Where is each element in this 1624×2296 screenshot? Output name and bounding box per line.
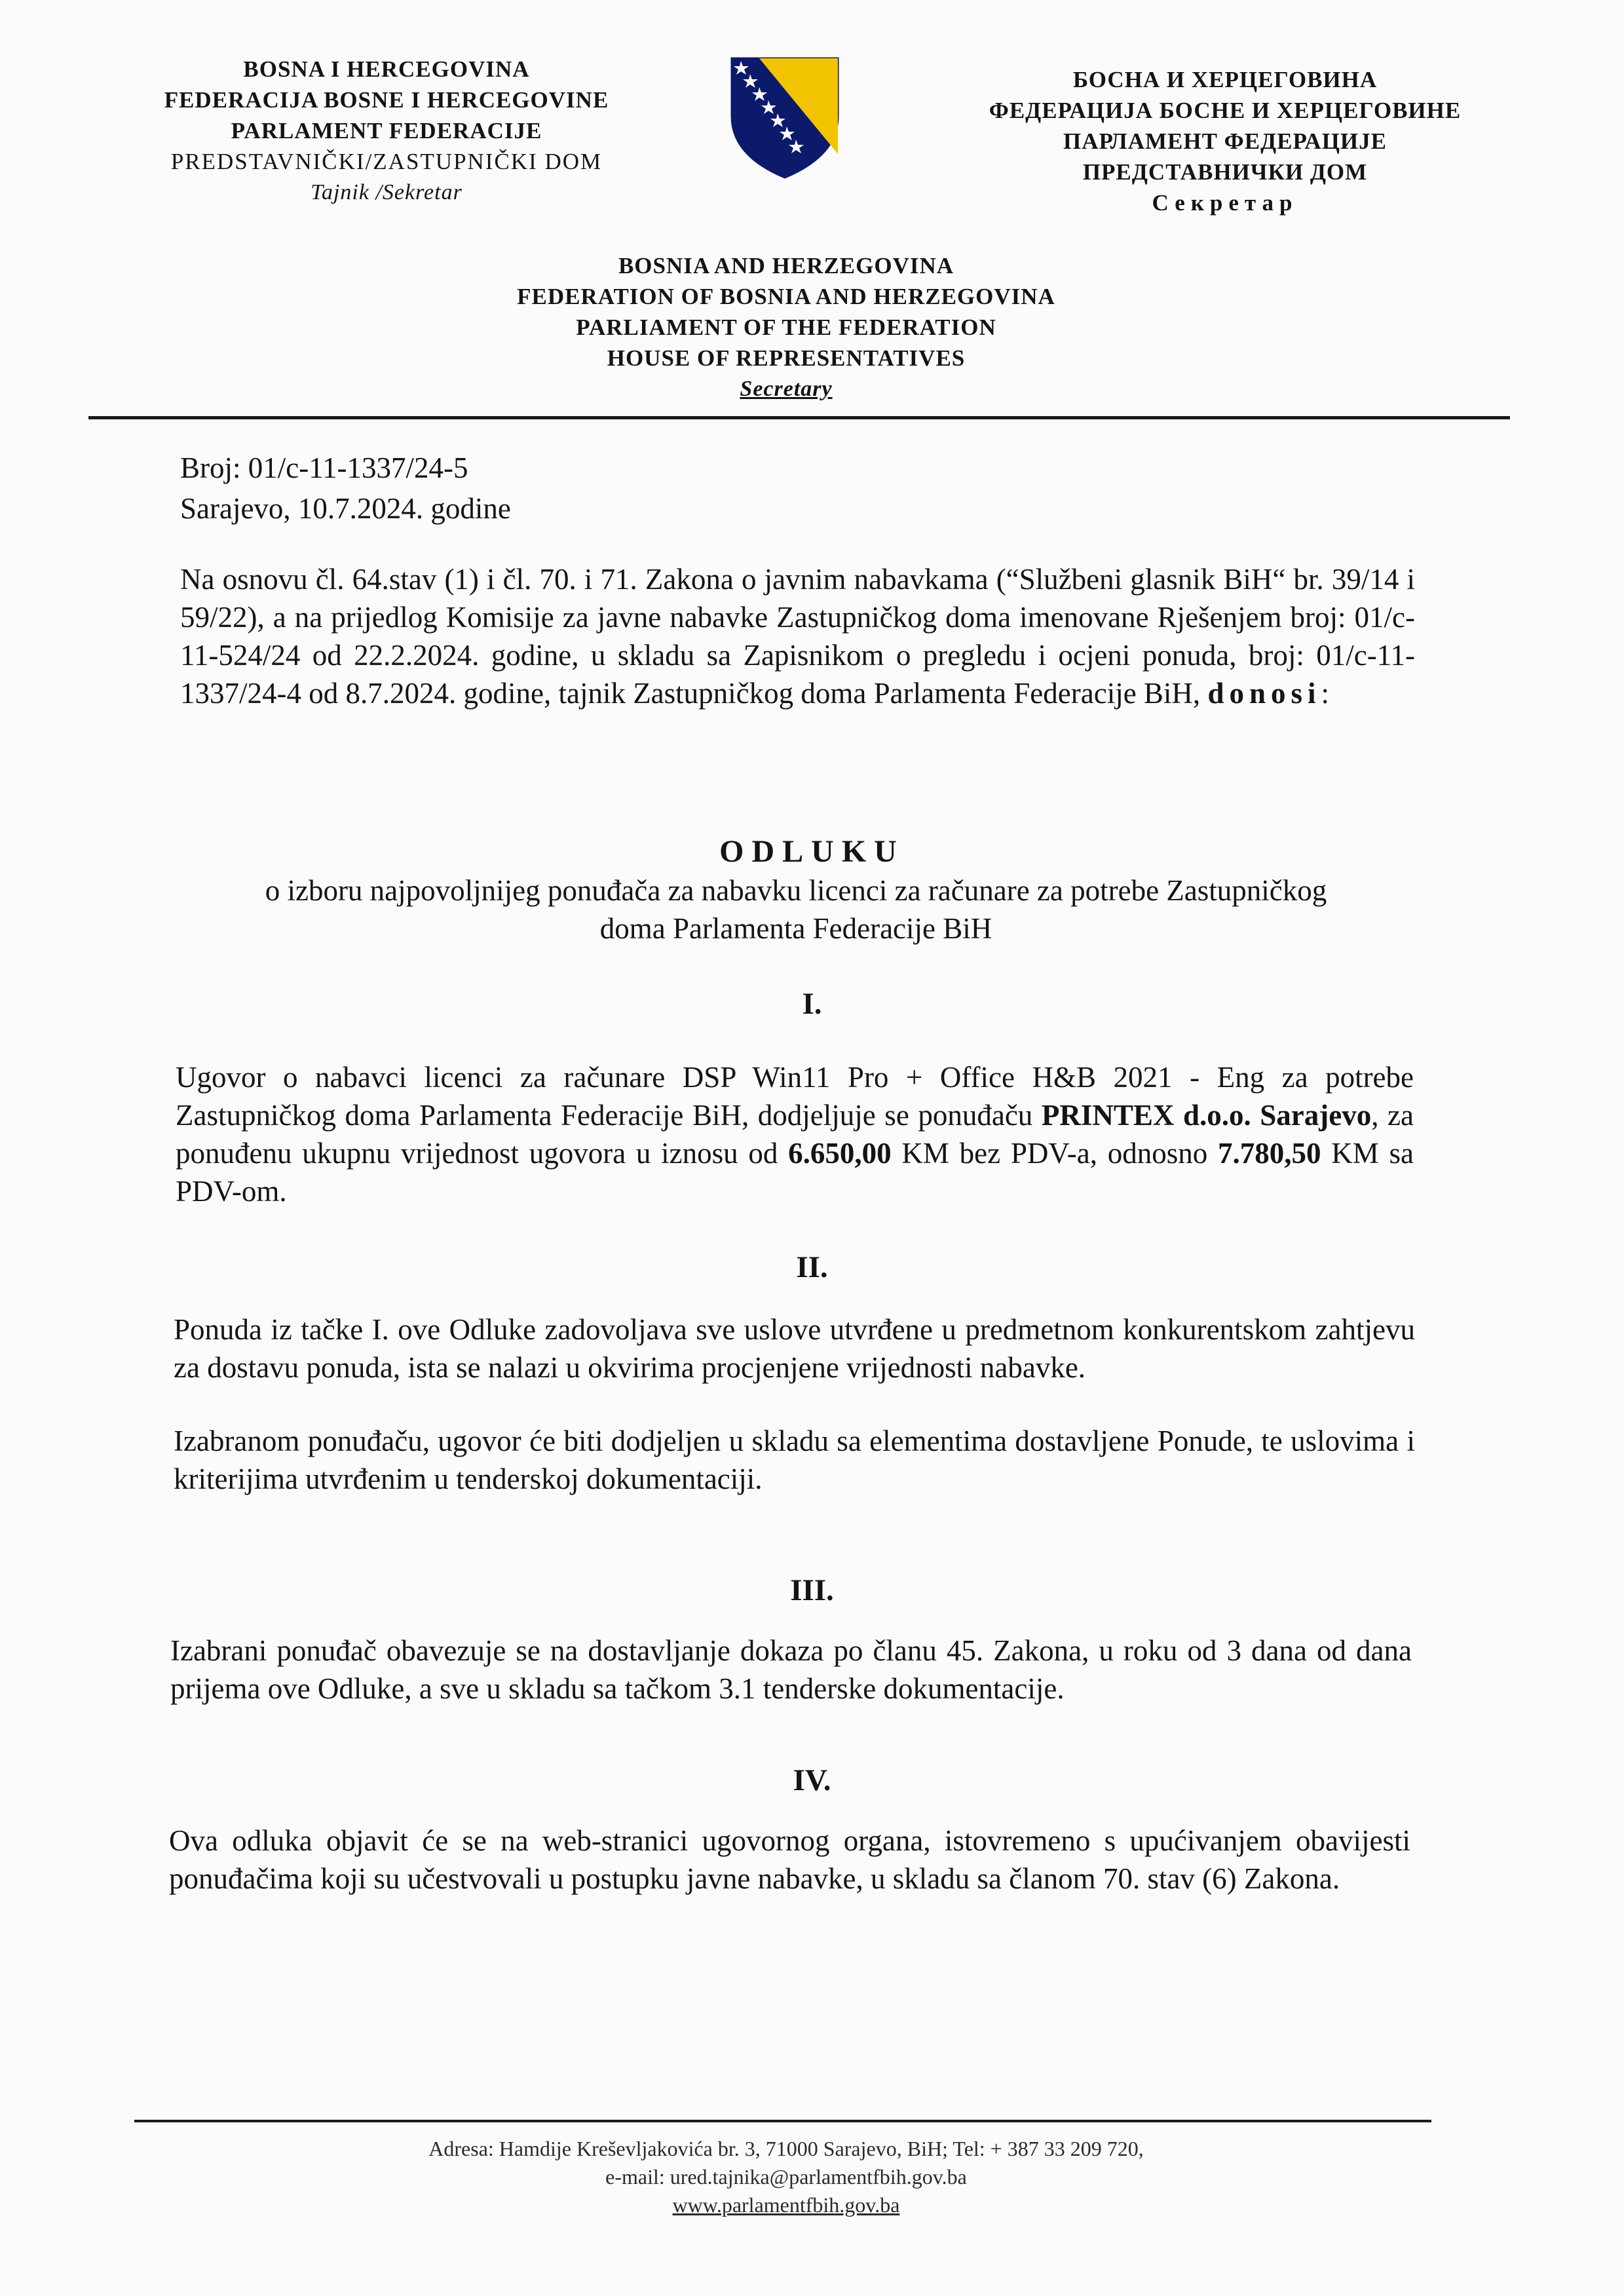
selected-bidder: PRINTEX d.o.o. Sarajevo <box>1041 1099 1372 1132</box>
footer-address: Adresa: Hamdije Kreševljakovića br. 3, 71000 Sarajevo, BiH; Tel: + 387 33 209 720, <box>428 2137 1144 2160</box>
footer-email[interactable]: e-mail: ured.tajnika@parlamentfbih.gov.ba <box>605 2165 967 2189</box>
section-1-text: KM sa PDV-om. <box>176 1137 1414 1208</box>
preamble-text: Na osnovu čl. 64.stav (1) i čl. 70. i 71. Zakona o javnim nabavkama (“Službeni glasnik BiH“ br. 39/14 i 59/22), a na prijedlog Komisije za javne nabavke Zastupničkog doma imenovane Rješenjem broj: 01/c-11-524/24 od 22.2.2024. godine, u skladu sa Zapisnikom o pregledu i ocjeni ponuda, broj: 01/c-11-1337/24-4 od 8.7.2024. godine, tajnik Zastupničkog doma Parlamenta Federacije BiH, <box>180 563 1415 710</box>
reference-place-date: Sarajevo, 10.7.2024. godine <box>180 492 511 525</box>
section-3-paragraph: Izabrani ponuđač obavezuje se na dostavljanje dokaza po članu 45. Zakona, u roku od 3 dana od dana prijema ove Odluke, a sve u skladu sa tačkom 3.1 tenderske dokumentacije. <box>170 1634 1412 1705</box>
header-right-line: ПРЕДСТАВНИЧКИ ДОМ <box>1082 159 1368 185</box>
footer-divider <box>134 2120 1431 2122</box>
header-right-line: ПАРЛАМЕНТ ФЕДЕРАЦИЈЕ <box>1063 128 1387 154</box>
header-left-role: Tajnik /Sekretar <box>311 180 463 204</box>
bih-coat-of-arms-icon <box>729 56 840 180</box>
header-en-line: PARLIAMENT OF THE FEDERATION <box>576 315 996 340</box>
section-1-text: , za ponuđenu ukupnu vrijednost ugovora u iznosu od <box>176 1099 1414 1170</box>
section-1-text: KM bez PDV-a, odnosno <box>891 1137 1218 1170</box>
section-heading-4: IV. <box>793 1763 831 1797</box>
document-subtitle <box>164 871 1428 947</box>
header-left-line: PARLAMENT FEDERACIJE <box>231 118 542 144</box>
section-heading-3: III. <box>790 1573 834 1607</box>
section-1-text: Ugovor o nabavci licenci za računare DSP Win11 Pro + Office H&B 2021 - Eng za potrebe Zastupničkog doma Parlamenta Federacije BiH, dodjeljuje se ponuđaču <box>176 1061 1414 1132</box>
subtitle-line: o izboru najpovoljnijeg ponuđača za nabavku licenci za računare za potrebe Zastupničkog <box>265 874 1327 907</box>
footer-website-link[interactable]: www.parlamentfbih.gov.ba <box>672 2193 900 2217</box>
preamble-colon: : <box>1321 677 1330 710</box>
header-en-line: BOSNIA AND HERZEGOVINA <box>618 253 954 278</box>
header-en-line: FEDERATION OF BOSNIA AND HERZEGOVINA <box>517 284 1055 309</box>
section-2-paragraph-2: Izabranom ponuđaču, ugovor će biti dodjeljen u skladu sa elementima dostavljene Ponude, te uslovima i kriterijima utvrđenim u tenderskoj dokumentaciji. <box>174 1425 1415 1495</box>
section-2-paragraph-1: Ponuda iz tačke I. ove Odluke zadovoljava sve uslove utvrđene u predmetnom konkurentskom zahtjevu za dostavu ponuda, ista se nalazi u okvirima procjenjene vrijednosti nabavke. <box>174 1313 1415 1384</box>
section-heading-1: I. <box>802 987 822 1021</box>
header-en-role: Secretary <box>740 377 833 401</box>
header-en-line: HOUSE OF REPRESENTATIVES <box>607 345 966 371</box>
header-right-role: Секретар <box>1152 190 1298 216</box>
header-left-line: PREDSTAVNIČKI/ZASTUPNIČKI DOM <box>170 149 603 174</box>
header-divider <box>88 416 1510 419</box>
subtitle-line: doma Parlamenta Federacije BiH <box>599 912 992 945</box>
section-4-paragraph: Ova odluka objavit će se na web-stranici ugovornog organa, istovremeno s upućivanjem obavijesti ponuđačima koji su učestvovali u postupku javne nabavke, u skladu sa članom 70. stav (6) Zakona. <box>169 1824 1410 1895</box>
header-left <box>98 54 675 208</box>
preamble-donosi: donosi <box>1207 677 1321 710</box>
amount-without-vat: 6.650,00 <box>788 1137 892 1170</box>
reference-block <box>180 448 511 529</box>
preamble-paragraph <box>180 560 1415 712</box>
reference-number: Broj: 01/c-11-1337/24-5 <box>180 451 468 484</box>
footer <box>164 2135 1408 2219</box>
header-right-line: БОСНА И ХЕРЦЕГОВИНА <box>1072 67 1378 92</box>
header-english <box>393 250 1179 404</box>
header-right <box>930 64 1520 218</box>
document-title: ODLUKU <box>719 834 905 869</box>
section-heading-2: II. <box>796 1250 828 1284</box>
header-left-line: BOSNA I HERCEGOVINA <box>243 56 530 82</box>
amount-with-vat: 7.780,50 <box>1217 1137 1321 1170</box>
header-left-line: FEDERACIJA BOSNE I HERCEGOVINE <box>164 87 609 113</box>
header-right-line: ФЕДЕРАЦИЈА БОСНЕ И ХЕРЦЕГОВИНЕ <box>989 98 1462 123</box>
section-1-paragraph <box>176 1058 1414 1210</box>
